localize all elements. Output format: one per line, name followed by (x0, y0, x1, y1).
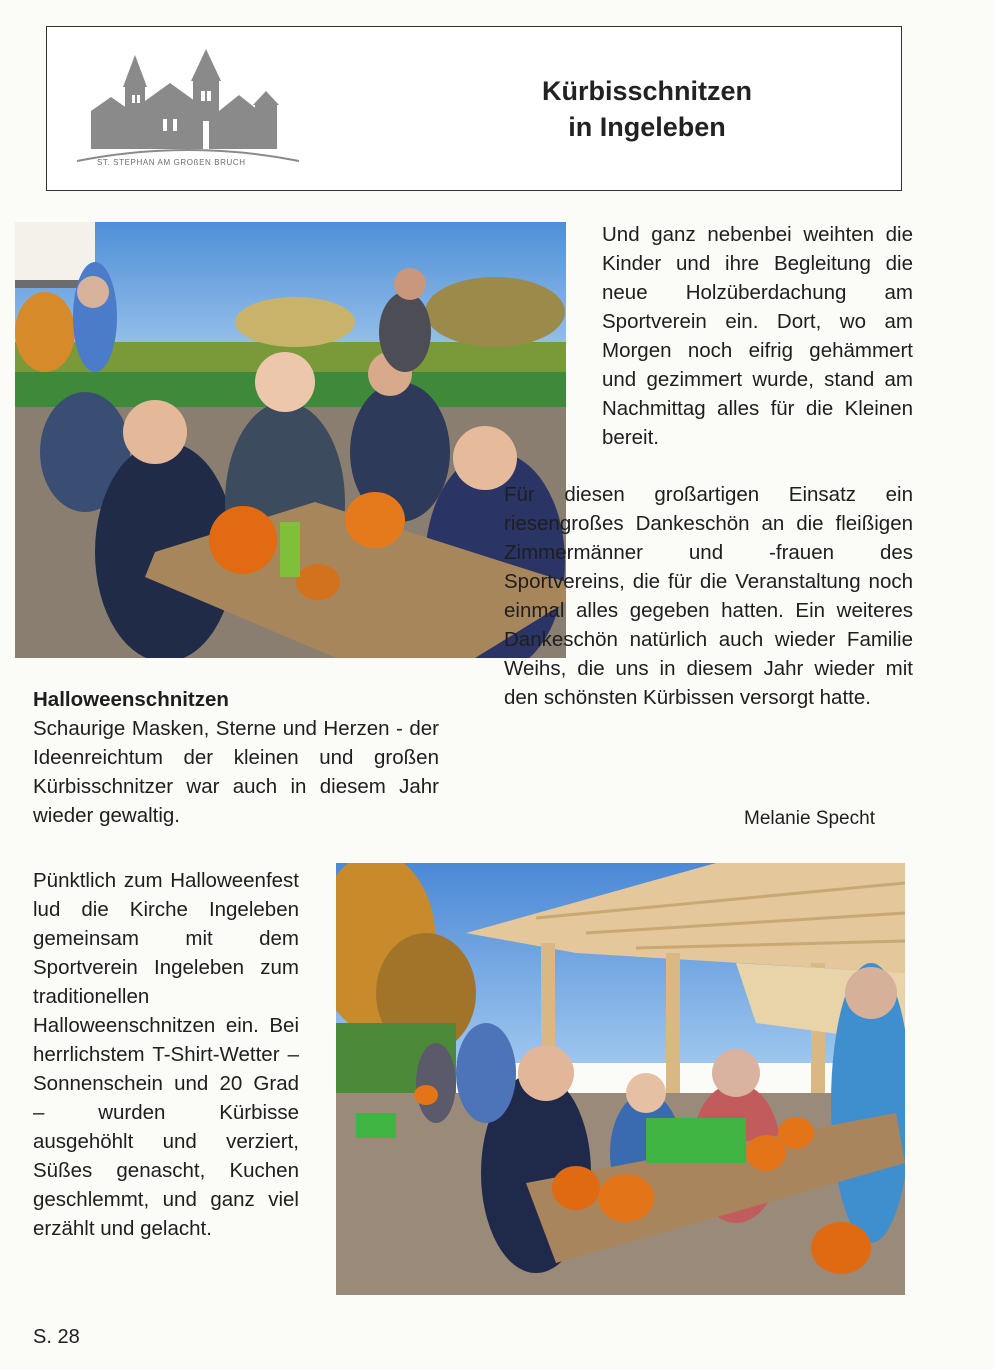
left-column-lower (33, 866, 299, 1243)
right-column (602, 220, 913, 452)
photo-pumpkin-carving-table (15, 222, 566, 658)
left-column (33, 685, 439, 830)
right-paragraph-1: Und ganz nebenbei weihten die Kinder und ihre Begleitung die neue Holzüberdachung am Sportverein ein. Dort, wo am Morgen noch eifrig gehämmert und gezimmert wurde, stand am Nachmittag alles für die Kleinen bereit. (602, 223, 913, 449)
church-logo-icon (73, 49, 303, 174)
title-line-1: Kürbisschnitzen (541, 76, 753, 106)
right-paragraph-2: Für diesen großartigen Einsatz ein riesengroßes Dankeschön an die fleißigen Zimmermänner und -frauen des Sportvereins, die für die Veranstaltung noch einmal alles gegeben hatten. Ein weiteres Dankeschön natürlich auch wieder Familie Weihs, die uns in diesem Jahr wieder mit den schönsten Kürbissen versorgt hatte. (504, 483, 913, 709)
header-box (46, 26, 902, 191)
page-number: S. 28 (33, 1326, 80, 1348)
photo-wooden-shelter (336, 863, 905, 1295)
left-paragraph-1: Schaurige Masken, Sterne und Herzen - der Ideenreichtum der kleinen und großen Kürbisschnitzer war auch in diesem Jahr wieder gewaltig. (33, 717, 439, 827)
title-line-2: in Ingeleben (568, 112, 726, 142)
page-title (427, 73, 867, 145)
left-paragraph-2: Pünktlich zum Halloweenfest lud die Kirche Ingeleben gemeinsam mit dem Sportverein Ingeleben zum traditionellen Halloweenschnitzen ein. Bei herrlichstem T-Shirt-Wetter – Sonnenschein und 20 Grad – wurden Kürbisse ausgehöhlt und verziert, Süßes genascht, Kuchen geschlemmt, und ganz viel erzählt und gelacht. (33, 869, 299, 1240)
right-column-lower (504, 480, 913, 712)
author-signature: Melanie Specht (744, 808, 875, 829)
section-heading: Halloweenschnitzen (33, 688, 229, 711)
logo-caption: ST. STEPHAN AM GROßEN BRUCH (97, 158, 246, 167)
